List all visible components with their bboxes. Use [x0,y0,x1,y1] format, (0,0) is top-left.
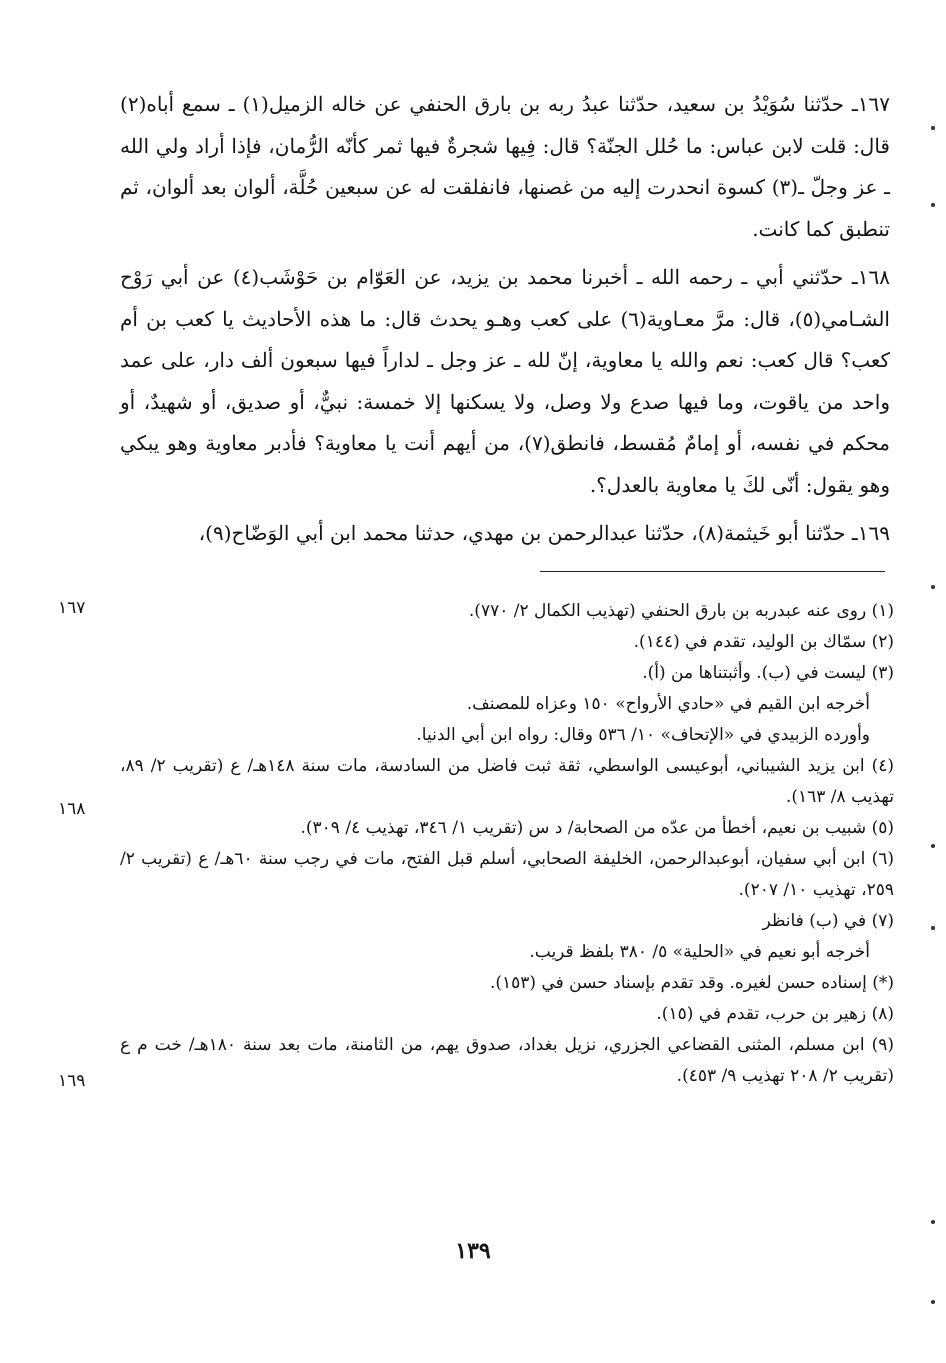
hadith-paragraph-169: ١٦٩ـ حدّثنا أبو خَيثمة(٨)، حدّثنا عبدالرحمن بن مهدي، حدثنا محمد ابن أبي الوَضّاح(٩)، [198,521,890,545]
footnote: (٤) ابن يزيد الشيباني، أبوعيسى الواسطي، ثقة ثبت فاضل من السادسة، مات سنة ١٤٨هـ/ ع (تقريب ٢/ ٨٩، تهذيب ٨/ ١٦٣). [120,756,894,807]
footnote-grading: (*) إسناده حسن لغيره. وقد تقدم بإسناد حسن في (١٥٣). [489,973,894,993]
footnote-takhrij: وأورده الزبيدي في «الإتحاف» ١٠/ ٥٣٦ وقال: رواه ابن أبي الدنيا. [416,725,870,745]
footnote-takhrij: أخرجه ابن القيم في «حادي الأرواح» ١٥٠ وعزاه للمصنف. [466,694,870,714]
hadith-paragraph-168: ١٦٨ـ حدّثني أبي ـ رحمه الله ـ أخبرنا محمد بن يزيد، عن العَوّام بن حَوْشَب(٤) عن أبي رَوْح الشـامي(٥)، قال: مرَّ معـاوية(٦) على كعب وهـو يحدث قال: ما هذه الأحاديث يا كعب بن أم كعب؟ قال كعب: نعم والله يا معاوية، إنّ لله ـ عز وجل ـ لداراً فيها سبعون ألف دار، على عمد واحد من ياقوت، وما فيها صدع ولا وصل، ولا يسكنها إلا خمسة: نبيٌّ، أو صديق، أو شهيدٌ، أو محكم في نفسه، أو إمامٌ مُقسط، فانطق(٧)، من أيهم أنت يا معاوية؟ فأدبر معاوية وهو يبكي وهو يقول: أنّى لكَ يا معاوية بالعدل؟. [120,265,891,497]
footnote: (٣) ليست في (ب). وأثبتناها من (أ). [642,663,894,683]
hadith-paragraph-167: ١٦٧ـ حدّثنا سُوَيْدُ بن سعيد، حدّثنا عبدُ ربه بن بارق الحنفي عن خاله الزميل(١) ـ سمع أباه(٢) قال: قلت لابن عباس: ما حُلل الجنّة؟ قال: فِيها شجرةٌ فيها ثمر كأنّه الرُّمان، فإذا أراد ولي الله ـ عز وجلّ ـ(٣) كسوة انحدرت إليه من غصنها، فانفلقت له عن سبعين حُلَّة، ألوان بعد ألوان، ثم تنطبق كما كانت. [120,92,891,241]
footnote: (٧) في (ب) فانظر [762,911,894,931]
footnote: (٨) زهير بن حرب، تقدم في (١٥). [656,1004,894,1024]
margin-dot [931,585,935,589]
footnote-takhrij: أخرجه أبو نعيم في «الحلية» ٥/ ٣٨٠ بلفظ قريب. [529,942,870,962]
footnote: (٥) شبيب بن نعيم، أخطأ من عدّه من الصحابة/ د س (تقريب ١/ ٣٤٦، تهذيب ٤/ ٣٠٩). [300,818,894,838]
footnotes [120,596,894,1092]
margin-dot [931,926,935,930]
margin-number-167: ١٦٧ [58,598,86,618]
footnote: (٩) ابن مسلم، المثنى القضاعي الجزري، نزيل بغداد، صدوق يهم، من الثامنة، مات بعد سنة ١٨٠هـ/ خت م ع (تقريب ٢/ ٢٠٨ تهذيب ٩/ ٤٥٣). [120,1035,894,1086]
footnote-divider [540,571,885,572]
main-text [120,84,890,555]
page-number: ١٣٩ [455,1238,491,1264]
footnote: (٢) سمّاك بن الوليد، تقدم في (١٤٤). [633,632,894,652]
margin-dot [931,126,935,130]
margin-dot [931,1220,935,1224]
margin-dot [931,203,935,207]
footnote: (١) روى عنه عبدربه بن بارق الحنفي (تهذيب الكمال ٢/ ٧٧٠). [468,601,894,621]
margin-number-168: ١٦٨ [58,799,86,819]
margin-dot [931,844,935,848]
margin-dot [931,1300,935,1304]
margin-number-169: ١٦٩ [58,1071,86,1091]
footnote: (٦) ابن أبي سفيان، أبوعبدالرحمن، الخليفة الصحابي، أسلم قبل الفتح، مات في رجب سنة ٦٠هـ/ ع (تقريب ٢/ ٢٥٩، تهذيب ١٠/ ٢٠٧). [120,849,895,900]
